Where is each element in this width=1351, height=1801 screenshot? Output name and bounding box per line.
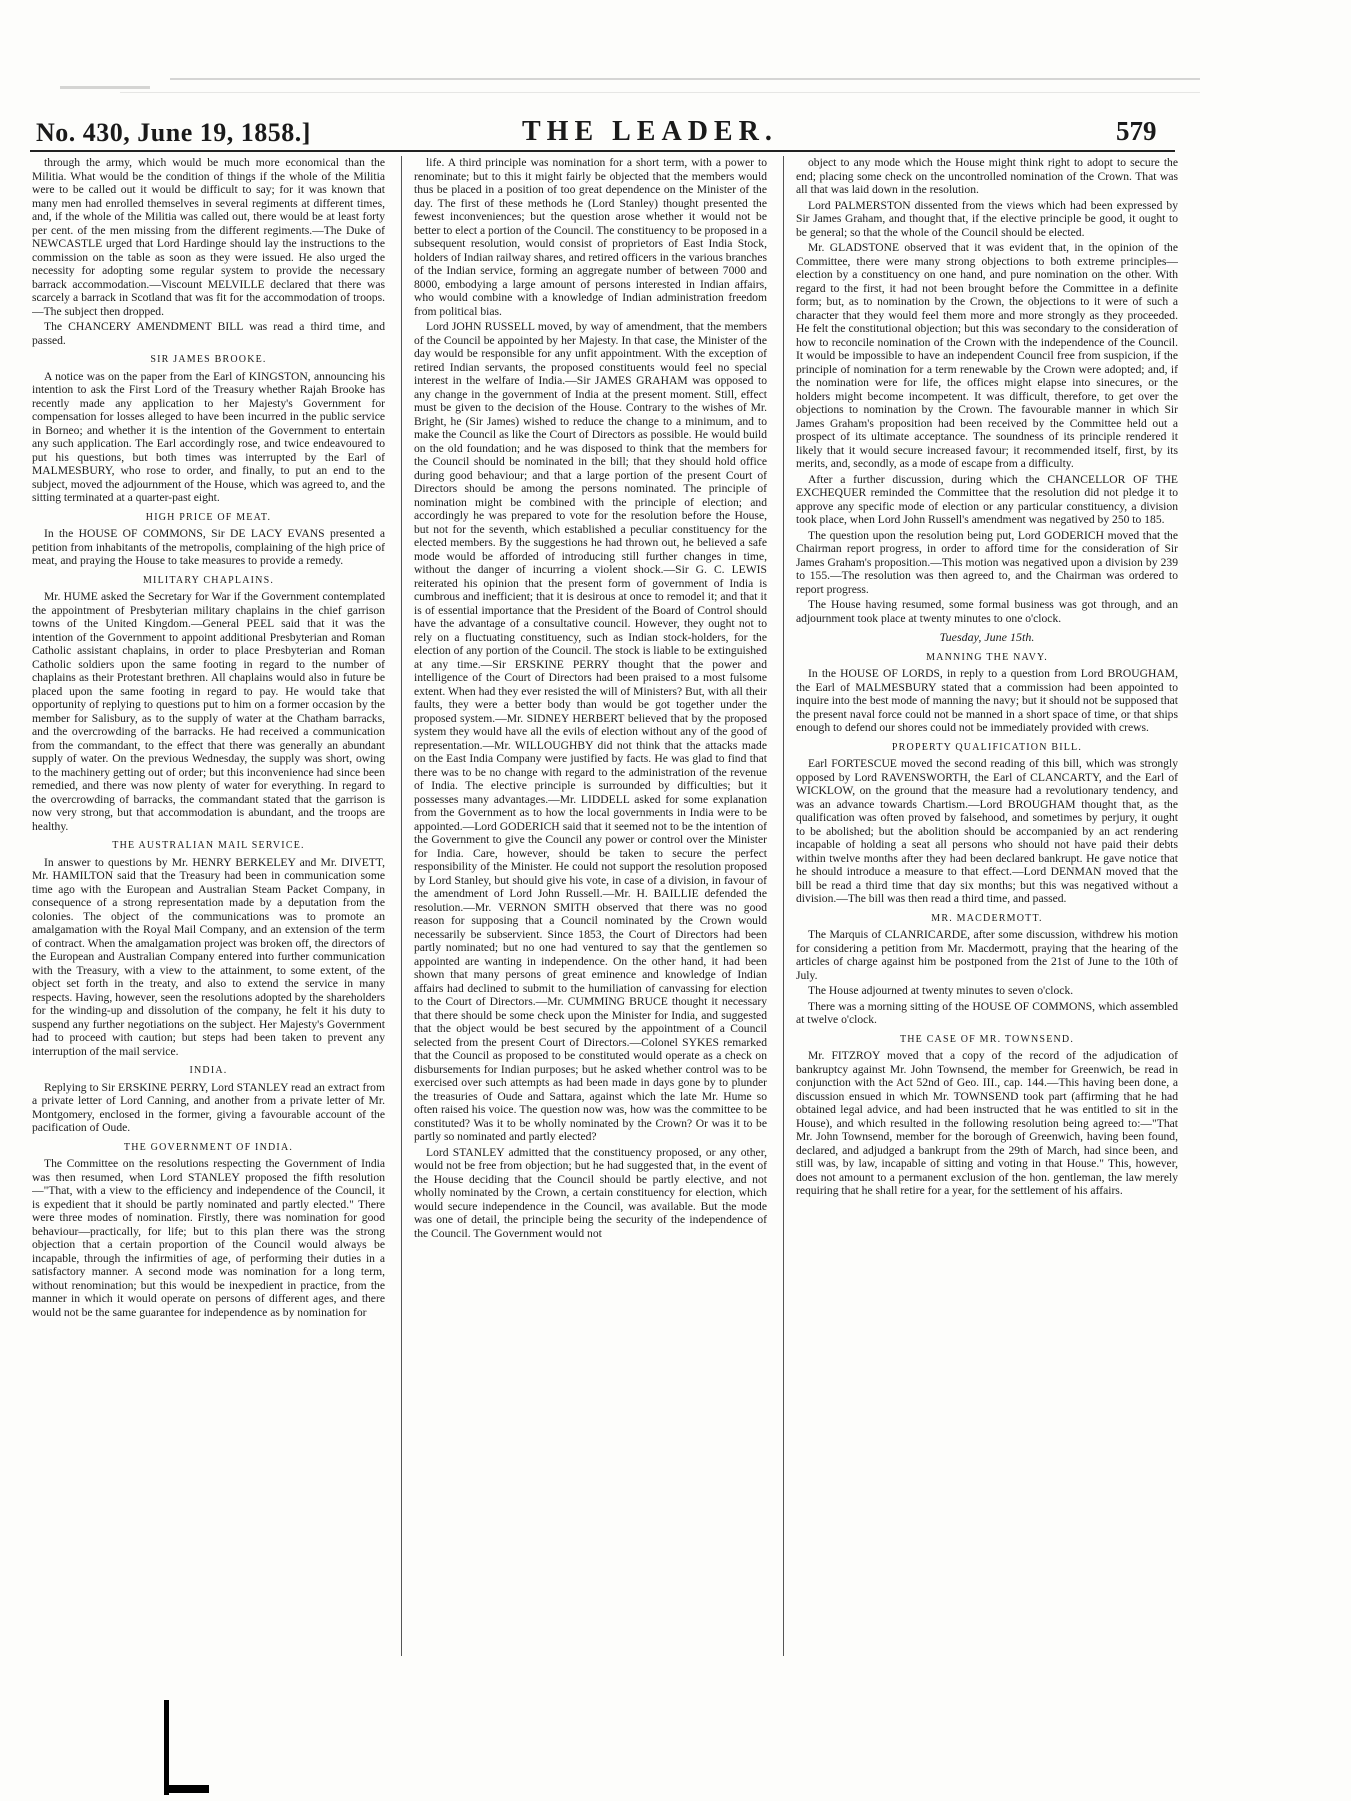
paragraph: The Marquis of CLANRICARDE, after some discussion, withdrew his motion for considering a petition from Mr. Macdermott, praying that the hearing of the articles of charge against him be postponed from the 21st of June to the 10th of July.	[796, 928, 1178, 982]
paragraph: Mr. FITZROY moved that a copy of the record of the adjudication of bankruptcy against Mr. John Townsend, the member for Greenwich, be read in conjunction with the Act 52nd of Geo. III., cap. 144.—This having been done, a discussion ensued in which Mr. TOWNSEND took part (affirming that he had obtained legal advice, and had been instructed that he was entitled to sit in the House), and which resulted in the following resolution being agreed to:—"That Mr. John Townsend, member for the borough of Greenwich, having been found, declared, and adjudged a bankrupt from the 29th of March, had since been, and still was, by law, incapable of sitting and voting in that House." This, however, does not amount to a permanent exclusion of the hon. gentleman, the law merely requiring that he shall retire for a year, for the settlement of his affairs.	[796, 1049, 1178, 1197]
paragraph: After a further discussion, during which the CHANCELLOR OF THE EXCHEQUER reminded the Committee that the resolution did not pledge it to approve any specific mode of election or any particular constituency, a division took place, when Lord John Russell's amendment was negatived by 250 to 185.	[796, 472, 1178, 526]
paragraph: The House adjourned at twenty minutes to seven o'clock.	[808, 984, 1074, 997]
section-heading: THE CASE OF MR. TOWNSEND.	[899, 1033, 1075, 1045]
section-heading: INDIA.	[189, 1065, 228, 1076]
scan-top-rule	[170, 78, 1200, 80]
section-heading: MANNING THE NAVY.	[926, 651, 1048, 663]
section-heading: MR. MACDERMOTT.	[931, 912, 1043, 924]
header-rule	[30, 150, 1175, 152]
paragraph: In answer to questions by Mr. HENRY BERKELEY and Mr. DIVETT, Mr. HAMILTON said that the Treasury had been in communication some time ago with the European and Australian Steam Packet Company, in consequence of a strong representation made by a deputation from the colonies. The object of the communications was to promote an amalgamation with the Royal Mail Company, and an extension of the term of contract. When the amalgamation project was broken off, the directors of the European and Australian Company entered into further communication with the Treasury, with a view to the attainment, to some extent, of the object set forth in the treaty, and also to extend the service in many respects. Having, however, seen the resolutions adopted by the shareholders for the winding-up and dissolution of the company, he felt it his duty to suspend any further negotiations on the subject. Her Majesty's Government had to proceed with caution; but steps had been taken to prevent any interruption of the mail service.	[32, 855, 385, 1058]
dateline: Tuesday, June 15th.	[939, 630, 1035, 644]
masthead-title: THE LEADER.	[522, 116, 778, 147]
scan-top-rule-faint	[120, 92, 1200, 93]
paragraph: A notice was on the paper from the Earl of KINGSTON, announcing his intention to ask the First Lord of the Treasury whether Rajah Brooke has recently made any application to her Majesty's Government for compensation for losses alleged to have been incurred in the public service in Borneo; and whether it is the intention of the Government to entertain any such application. The Earl accordingly rose, and twice endeavoured to put his questions, but both times was interrupted by the Earl of MALMESBURY, who rose to order, and finally, to put an end to the subject, moved the adjournment of the House, which was agreed to, and the sitting terminated at a quarter-past eight.	[32, 369, 385, 504]
scan-artifact-foot	[164, 1785, 209, 1793]
column-2	[414, 156, 767, 1686]
section-heading: MILITARY CHAPLAINS.	[142, 574, 275, 586]
paragraph: The Committee on the resolutions respecting the Government of India was then resumed, when Lord STANLEY proposed the fifth resolution—"That, with a view to the efficiency and independence of the Council, it is expedient that it should be partly nominated and partly elected." There were three modes of nomination. Firstly, there was nomination for good behaviour—practically, for life; but to this plan there was the strong objection that a certain proportion of the Council would always be incapable, through the infirmities of age, of performing their duties in a satisfactory manner. A second mode was nomination for a long term, without renomination; but this would be inexpedient in practice, from the manner in which it would operate on persons of different ages, and there would not be the same guarantee for independence as by nomination for	[32, 1157, 385, 1319]
section-heading: HIGH PRICE OF MEAT.	[145, 511, 272, 523]
column-1	[32, 156, 385, 1686]
paragraph: through the army, which would be much more economical than the Militia. What would be the condition of things if the whole of the Militia were to be called out it would be difficult to say; for it was known that many men had enrolled themselves in several regiments at different times, and, if the whole of the Militia was called out, there would be at least forty per cent. of the men missing from the different regiments.—The Duke of NEWCASTLE urged that Lord Hardinge should lay the instructions to the commission on the table as soon as they were issued. He also urged the necessity for adopting some regular system to provide the necessary barrack accommodation.—Viscount MELVILLE declared that there was scarcely a barrack in Scotland that was fit for the accommodation of troops.—The subject then dropped.	[32, 156, 385, 318]
paragraph: Lord JOHN RUSSELL moved, by way of amendment, that the members of the Council be appointed by her Majesty. In that case, the Minister of the day would be responsible for any unfit appointment. With the exception of retired Indian servants, the proposed constituents would feel no special interest in the welfare of India.—Sir JAMES GRAHAM was opposed to any change in the government of India at the present moment. Still, effect must be given to the decision of the House. Contrary to the wishes of Mr. Bright, he (Sir James) wished to reduce the change to a minimum, and to make the Council as like the Court of Directors as possible. He would build on the old foundation; and he was disposed to think that the members for the Council should be nominated in the bill; that they should hold office during good behaviour; and that a large portion of the present Court of Directors should be among the persons nominated. The principle of nomination might be combined with the principle of election; and accordingly he was prepared to vote for the resolution before the House, but not for the seventh, which established a peculiar constituency for the elected members. By the suggestions he had thrown out, he believed a safe mode would be afforded of introducing still further changes in time, without the danger of incurring a violent shock.—Sir G. C. LEWIS reiterated his opinion that the present form of government of India is cumbrous and inefficient; that it is desirous at once to remodel it; and that it is of essential importance that the President of the Board of Control should have the advantage of a consultative council. However, they ought not to rely on a fluctuating constituency, such as Indian stock-holders, for the election of any portion of the Council. The stock is liable to be extinguished at any time.—Sir ERSKINE PERRY thought that the power and intelligence of the Court of Directors had been praised to a most fulsome extent. When had they ever resisted the will of Ministers? But, with all their faults, they were a better body than would be got together under the proposed system.—Mr. SIDNEY HERBERT believed that by the proposed system they would have all the evils of election without any of the good of representation.—Mr. WILLOUGHBY did not think that the attacks made on the East India Company were justified by facts. He was glad to find that there was to be no change with regard to the administration of the revenue of India. The elective principle is surrounded by difficulties; but it possesses many advantages.—Mr. LIDDELL asked for some explanation from the Government as to how the local governments in India were to be appointed.—Lord GODERICH said that it seemed not to be the intention of the Government to give the Council any power or control over the Minister for India. Care, however, should be taken to secure the perfect responsibility of the Minister. He could not support the resolution proposed by Lord Stanley, but should give his vote, in case of a division, in favour of the amendment of Lord John Russell.—Mr. H. BAILLIE defended the resolution.—Mr. VERNON SMITH observed that there was no good reason for supposing that a Council nominated by the Crown would necessarily be subservient. Since 1853, the Court of Directors had been partly nominated; but no one had ventured to say that the gentlemen so appointed are wanting in independence. On the other hand, it had been shown that many persons of great eminence and knowledge of Indian affairs had declined to submit to the humiliation of canvassing for election to the Court of Directors.—Mr. CUMMING BRUCE thought it necessary that there should be some check upon the Minister for India, and suggested that the object would be best secured by the appointment of a Council selected from the present Court of Directors.—Colonel SYKES remarked that the Council as proposed to be constituted would operate as a check on disbursements for Indian purposes; but he asked whether control was to be exercised over such attempts as had been made in days gone by to plunder the treasuries of Oude and Sattara, against which the late Mr. Hume so often raised his voice. The question now was, how was the committee to be constituted? Was it to be wholly nominated by the Crown? Or was it to be partly so nominated and partly elected?	[414, 320, 767, 1143]
paragraph: In the HOUSE OF COMMONS, Sir DE LACY EVANS presented a petition from inhabitants of the metropolis, complaining of the high price of meat, and praying the House to take measures to provide a remedy.	[32, 527, 385, 567]
paragraph: The question upon the resolution being put, Lord GODERICH moved that the Chairman report progress, in order to afford time for the consideration of Sir James Graham's proposition.—This motion was negatived upon a division by 239 to 155.—The resolution was then agreed to, and the Chairman was ordered to report progress.	[796, 528, 1178, 596]
paragraph: Lord PALMERSTON dissented from the views which had been expressed by Sir James Graham, and thought that, if the elective principle be good, it ought to be general; so that the whole of the Council should be elected.	[796, 198, 1178, 239]
paragraph: life. A third principle was nomination for a short term, with a power to renominate; but to this it might fairly be objected that the members would thus be placed in a position of too great dependence on the Minister of the day. The first of these methods he (Lord Stanley) thought presented the fewest inconveniences; but the question arose whether it would not be better to elect a portion of the Council. The constituency to be proposed in a subsequent resolution, would consist of proprietors of East India Stock, holders of Indian railway shares, and retired officers in the various branches of the Indian service, forming an aggregate number of between 7000 and 8000, embodying a large amount of persons interested in Indian affairs, who would combine with a knowledge of Indian administration freedom from political bias.	[414, 156, 767, 318]
paragraph: object to any mode which the House might think right to adopt to secure the end; placing some check on the uncontrolled nomination of the Crown. That was all that was laid down in the resolution.	[796, 156, 1178, 196]
column-3	[796, 156, 1178, 1686]
paragraph: Mr. GLADSTONE observed that it was evident that, in the opinion of the Committee, there were many strong objections to both extreme principles—election by a constituency on one hand, and pure nomination on the other. With regard to the first, it had not been brought before the Committee in a definite form; but, as to nomination by the Crown, the objections to it were of such a character that they would feel them more and more strongly as they proceeded. He felt the constitutional objection; but this was secondary to the consideration of how to reconcile nomination of the Crown with the independence of the Council. It would be impossible to have an independent Council free from suspicion, if the principle of nomination for a term renewable by the Crown were adopted; and, if the nomination were for life, the offices might elapse into sinecures, or the holders might become incompetent. It was difficult, therefore, to get over the objections to nomination by the Crown. The favourable manner in which Sir James Graham's proposition had been received by the Committee held out a prospect of its ultimate acceptance. The soundness of its principle rendered it likely that it would secure increased favour; it recommended itself, first, by its merits, and, secondly, as a mode of escape from a difficulty.	[796, 241, 1178, 470]
column-divider-1	[401, 156, 402, 1656]
section-heading: SIR JAMES BROOKE.	[150, 354, 267, 365]
section-heading: THE GOVERNMENT OF INDIA.	[123, 1141, 294, 1153]
section-heading: PROPERTY QUALIFICATION BILL.	[891, 741, 1083, 753]
page-number: 579	[1116, 116, 1157, 146]
column-divider-2	[783, 156, 784, 1656]
paragraph: Replying to Sir ERSKINE PERRY, Lord STANLEY read an extract from a private letter of Lord Canning, and another from a private letter of Mr. Montgomery, enclosed in the former, giving a favourable account of the pacification of Oude.	[32, 1080, 385, 1134]
paragraph: Lord STANLEY admitted that the constituency proposed, or any other, would not be free from objection; but he had suggested that, in the event of the House deciding that the Council should be partly elective, and not wholly nominated by the Crown, a certain constituency for election, which would secure independence in the Council, was available. But the mode was one of detail, the principle being the security of the independence of the Council. The Government would not	[414, 1145, 767, 1240]
paragraph: The House having resumed, some formal business was got through, and an adjournment took place at twenty minutes to one o'clock.	[796, 598, 1178, 625]
paragraph: In the HOUSE OF LORDS, in reply to a question from Lord BROUGHAM, the Earl of MALMESBURY stated that a commission had been appointed to inquire into the best mode of manning the navy; but it should not be supposed that the present naval force could not be manned in a short space of time, or that ships enough to defend our shores could not be immediately provided with crews.	[796, 667, 1178, 734]
paragraph: Earl FORTESCUE moved the second reading of this bill, which was strongly opposed by Lord RAVENSWORTH, the Earl of CLANCARTY, and the Earl of WICKLOW, on the ground that the measure had a revolutionary tendency, and was an advance towards Chartism.—Lord BROUGHAM thought that, as the qualification was often proved by falsehood, and sometimes by perjury, it ought to be abolished; but the abolition should be accompanied by an act rendering incapable of holding a seat all persons who should not have paid their debts within twelve months after they had been declared bankrupt. He gave notice that he should introduce a measure to that effect.—Lord DENMAN moved that the bill be read a third time that day six months; but this was negatived without a division.—The bill was then read a third time, and passed.	[796, 757, 1178, 905]
section-heading: THE AUSTRALIAN MAIL SERVICE.	[112, 840, 305, 851]
scan-artifact-bar	[164, 1700, 169, 1795]
paragraph: The CHANCERY AMENDMENT BILL was read a third time, and passed.	[32, 320, 385, 347]
scan-smudge	[60, 86, 150, 89]
paragraph: Mr. HUME asked the Secretary for War if the Government contemplated the appointment of Presbyterian military chaplains in the chief garrison towns of the United Kingdom.—General PEEL said that it was the intention of the Government to appoint additional Presbyterian and Roman Catholic assistant chaplains, in order to place Presbyterian and Roman Catholic soldiers upon the same footing in regard to the number of chaplains as their Protestant brethren. All chaplains would also in future be placed upon the same footing in regard to pay. He would take that opportunity of replying to questions put to him on a former occasion by the member for Salisbury, as to the supply of water at the Chatham barracks, and the overcrowding of the barracks. He had received a communication from the commandant, to the effect that there was generally an abundant supply of water. On the previous Wednesday, the supply was short, owing to the machinery getting out of order; but this inconvenience had since been remedied, and there was now plenty of water for everything. In regard to the overcrowding of barracks, the commandant stated that the garrison is now very strong, but that accommodation is abundant, and the troops are healthy.	[32, 590, 385, 833]
paragraph: There was a morning sitting of the HOUSE OF COMMONS, which assembled at twelve o'clock.	[796, 999, 1178, 1026]
issue-number-date: No. 430, June 19, 1858.]	[36, 118, 311, 147]
